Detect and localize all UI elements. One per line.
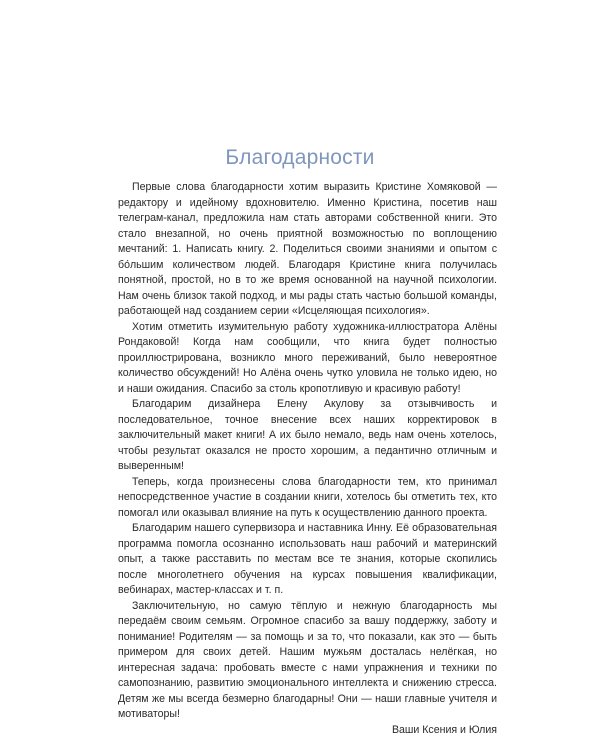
paragraph-illustrator: Хотим отметить изумительную работу художника-иллюстратора Алёны Рондаковой! Когда нам сообщили, что книга будет полностью проиллюстрирована, возникло много переживаний, было невероятное количество обсуждений! Но Алёна очень чутко уловила не только идею, но и наши ожидания. Спасибо за столь кропотливую и красивую работу! [118, 320, 497, 395]
paragraph-designer: Благодарим дизайнера Елену Акулову за отзывчивость и последовательное, точное внесение всех наших корректировок в заключительный макет книги! А их было немало, ведь нам очень хотелось, чтобы результат оказался не просто хорошим, а педантично отличным и выверенным! [118, 398, 497, 472]
signature: Ваши Ксения и Юлия [391, 723, 497, 736]
paragraph-families: Заключительную, но самую тёплую и нежную благодарность мы передаём своим семьям. Огромное спасибо за вашу поддержку, заботу и понимание! Родителям — за помощь и за то, что показали, как это — быть примером для своих детей. Нашим мужьям досталась нелёгкая, но интересная задача: пробовать вместе с нами упражнения и техники по самопознанию, развитию эмоционального интеллекта и снижению стресса. Детям же мы всегда безмерно благодарны! Они — наши главные учителя и мотиваторы! [118, 599, 497, 720]
paragraph-supervisor: Благодарим нашего супервизора и наставника Инну. Её образовательная программа помогла осознанно использовать наш рабочий и материнский опыт, а также расставить по местам все те знания, которые скопились после многолетнего обучения на курсах повышения квалификации, вебинарах, мастер-классах и т. п. [118, 522, 497, 596]
paragraph-transition: Теперь, когда произнесены слова благодарности тем, кто принимал непосредственное участие в создании книги, хотелось бы отметить тех, кто помогал или оказывал влияние на путь к осуществлению данного проекта. [118, 475, 497, 519]
paragraph-editor: Первые слова благодарности хотим выразить Кристине Хомяковой — редактору и идейному вдохновителю. Именно Кристина, посетив наш телеграм-канал, предложила нам стать авторами собственной книги. Это стало внезапной, но очень приятной возможностью по воплощению мечтаний: 1. Написать книгу. 2. Поделиться своими знаниями и опытом с бо́льшим количеством людей. Благодаря Кристине книга получилась понятной, простой, но в то же время основанной на научной психологии. Нам очень близок такой подход, и мы рады стать частью большой команды, работающей над созданием серии «Исцеляющая психология». [118, 181, 497, 317]
acknowledgements-text [118, 180, 497, 738]
page-title: Благодарности [225, 146, 375, 169]
